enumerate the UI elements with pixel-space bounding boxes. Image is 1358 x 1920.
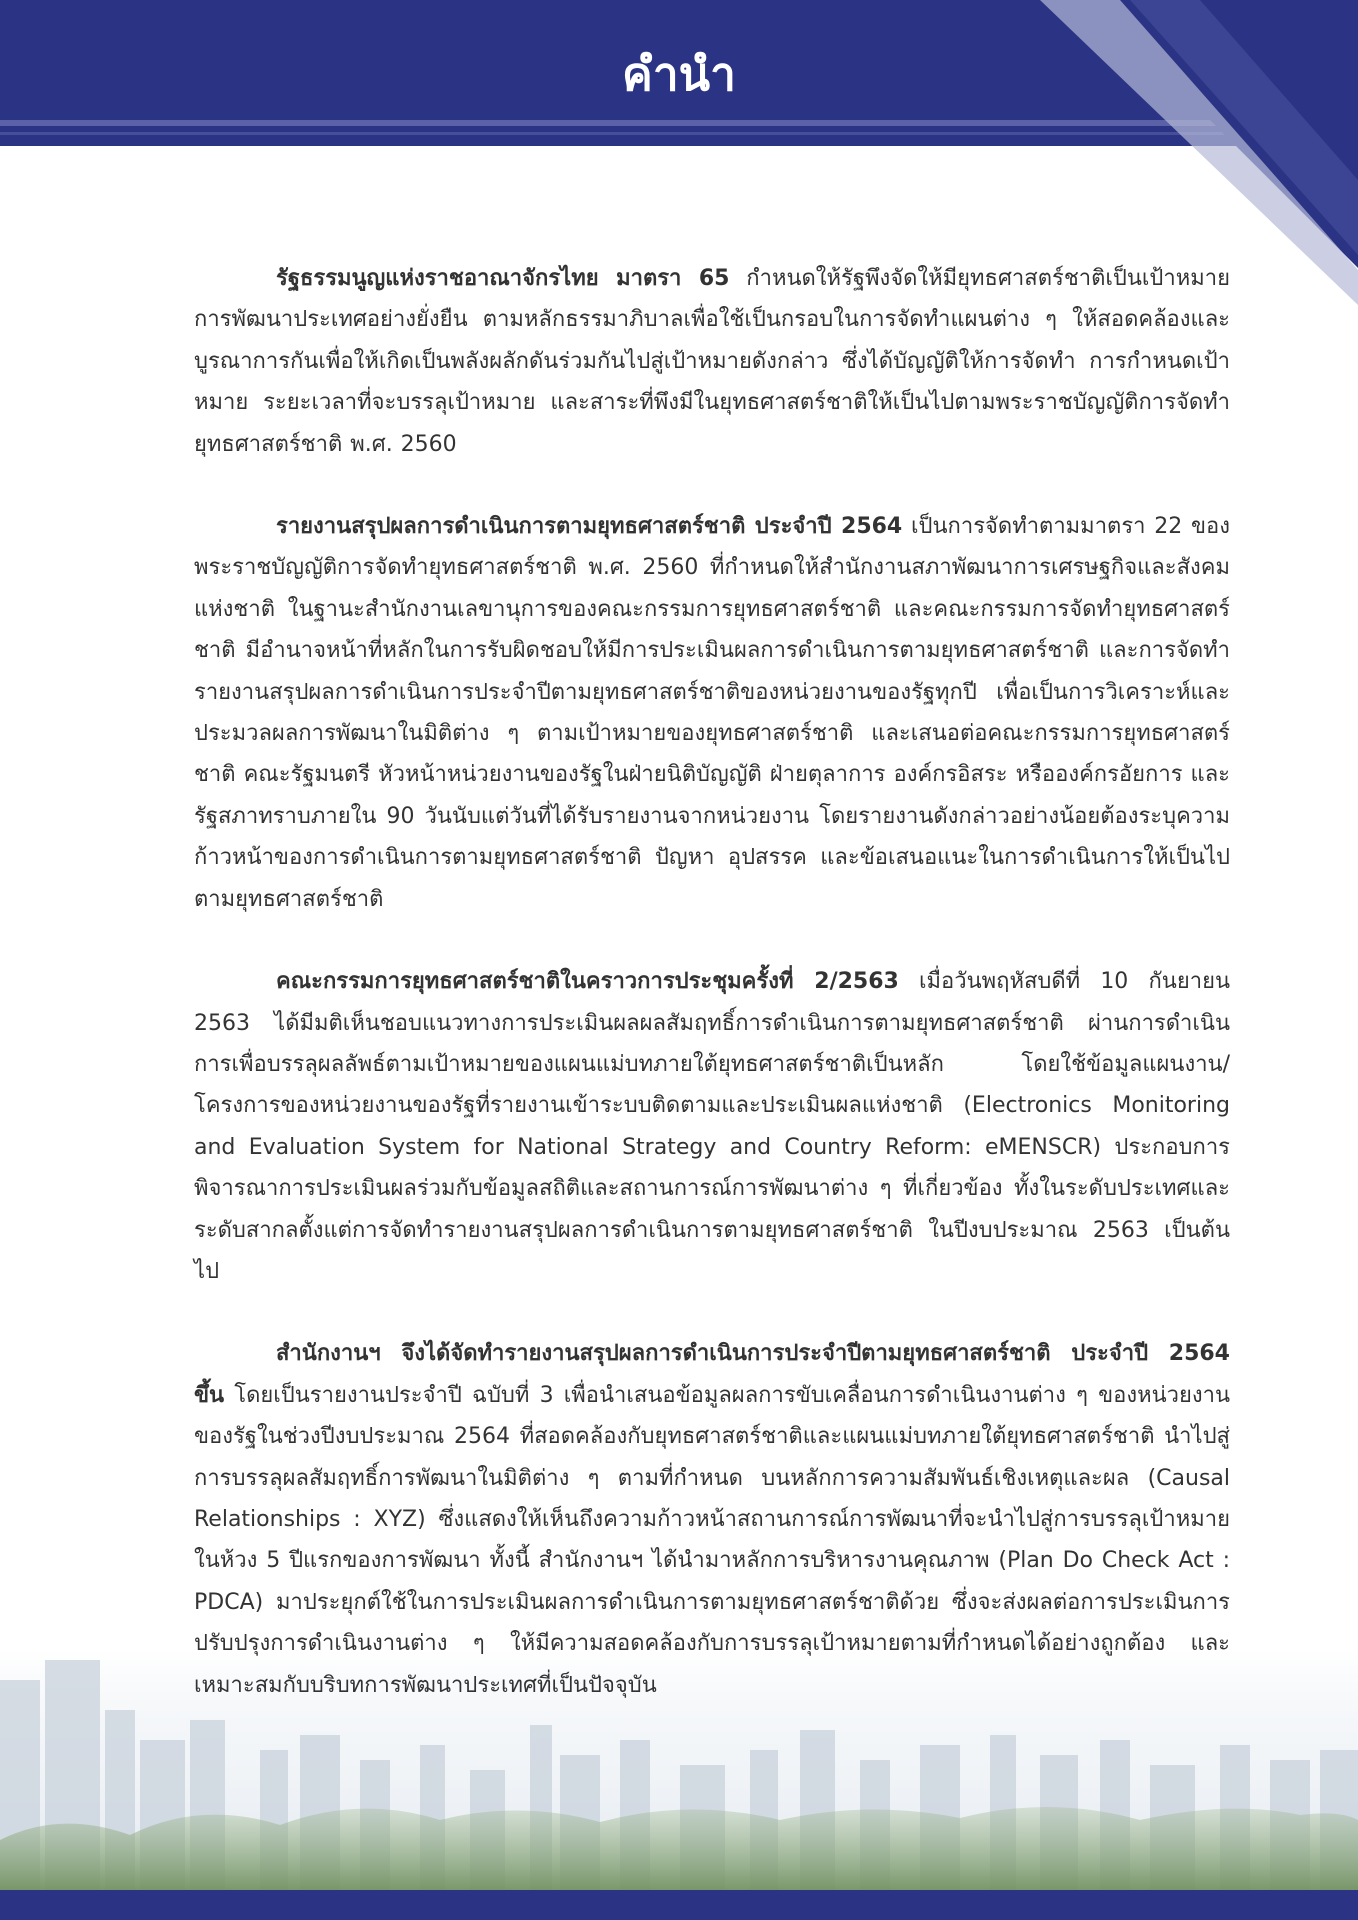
- paragraph-lead: รัฐธรรมนูญแห่งราชอาณาจักรไทย มาตรา 65: [276, 266, 730, 291]
- paragraph-lead: รายงานสรุปผลการดำเนินการตามยุทธศาสตร์ชาติ ประจำปี 2564: [276, 514, 903, 540]
- paragraph-text: โดยเป็นรายงานประจำปี ฉบับที่ 3 เพื่อนำเสนอข้อมูลผลการขับเคลื่อนการดำเนินงานต่าง ๆ ของหน่วยงานของรัฐในช่วงปีงบประมาณ 2564 ที่สอดคล้องกับยุทธศาสตร์ชาติและแผนแม่บทภายใต้ยุทธศาสตร์ชาติ นำไปสู่การบรรลุผลสัมฤทธิ์การพัฒนาในมิติต่าง ๆ ตามที่กำหนด บนหลักการความสัมพันธ์เชิงเหตุและผล (Causal Relationships : XYZ) ซึ่งแสดงให้เห็นถึงความก้าวหน้าสถานการณ์การพัฒนาที่จะนำไปสู่การบรรลุเป้าหมายในห้วง 5 ปีแรกของการพัฒนา ทั้งนี้ สำนักงานฯ ได้นำมาหลักการบริหารงานคุณภาพ (Plan Do Check Act : PDCA) มาประยุกต์ใช้ในการประเมินผลการดำเนินการตามยุทธศาสตร์ชาติด้วย ซึ่งจะส่งผลต่อการประเมินการปรับปรุงการดำเนินงานต่าง ๆ ให้มีความสอดคล้องกับการบรรลุเป้าหมายตามที่กำหนดได้อย่างถูกต้อง และเหมาะสมกับบริบทการพัฒนาประเทศที่เป็นปัจจุบัน: [194, 1382, 1230, 1698]
- paragraph-constitution: [194, 258, 1230, 465]
- paragraph-text: เป็นการจัดทำตามมาตรา 22 ของพระราชบัญญัติการจัดทำยุทธศาสตร์ชาติ พ.ศ. 2560 ที่กำหนดให้สำนักงานสภาพัฒนาการเศรษฐกิจและสังคมแห่งชาติ ในฐานะสำนักงานเลขานุการของคณะกรรมการยุทธศาสตร์ชาติ และคณะกรรมการจัดทำยุทธศาสตร์ชาติ มีอำนาจหน้าที่หลักในการรับผิดชอบให้มีการประเมินผลการดำเนินการตามยุทธศาสตร์ชาติ และการจัดทำรายงานสรุปผลการดำเนินการประจำปีตามยุทธศาสตร์ชาติของหน่วยงานของรัฐทุกปี เพื่อเป็นการวิเคราะห์และประมวลผลการพัฒนาในมิติต่าง ๆ ตามเป้าหมายของยุทธศาสตร์ชาติ และเสนอต่อคณะกรรมการยุทธศาสตร์ชาติ คณะรัฐมนตรี หัวหน้าหน่วยงานของรัฐในฝ่ายนิติบัญญัติ ฝ่ายตุลาการ องค์กรอิสระ หรือองค์กรอัยการ และรัฐสภาทราบภายใน 90 วันนับแต่วันที่ได้รับรายงานจากหน่วยงาน โดยรายงานดังกล่าวอย่างน้อยต้องระบุความก้าวหน้าของการดำเนินการตามยุทธศาสตร์ชาติ ปัญหา อุปสรรค และข้อเสนอแนะในการดำเนินการให้เป็นไปตามยุทธศาสตร์ชาติ: [194, 514, 1230, 912]
- paragraph-office-report: [194, 1333, 1230, 1706]
- page-title: คำนำ: [622, 47, 736, 101]
- foreword-body: [194, 258, 1230, 1747]
- paragraph-text: กำหนดให้รัฐพึงจัดให้มียุทธศาสตร์ชาติเป็นเป้าหมายการพัฒนาประเทศอย่างยั่งยืน ตามหลักธรรมาภิบาลเพื่อใช้เป็นกรอบในการจัดทำแผนต่าง ๆ ให้สอดคล้องและบูรณาการกันเพื่อให้เกิดเป็นพลังผลักดันร่วมกันไปสู่เป้าหมายดังกล่าว ซึ่งได้บัญญัติให้การจัดทำ การกำหนดเป้าหมาย ระยะเวลาที่จะบรรลุเป้าหมาย และสาระที่พึงมีในยุทธศาสตร์ชาติให้เป็นไปตามพระราชบัญญัติการจัดทำยุทธศาสตร์ชาติ พ.ศ. 2560: [194, 266, 1230, 457]
- paragraph-text: เมื่อวันพฤหัสบดีที่ 10 กันยายน 2563 ได้มีมติเห็นชอบแนวทางการประเมินผลผลสัมฤทธิ์การดำเนินการตามยุทธศาสตร์ชาติ ผ่านการดำเนินการเพื่อบรรลุผลลัพธ์ตามเป้าหมายของแผนแม่บทภายใต้ยุทธศาสตร์ชาติเป็นหลัก โดยใช้ข้อมูลแผนงาน/โครงการของหน่วยงานของรัฐที่รายงานเข้าระบบติดตามและประเมินผลแห่งชาติ (Electronics Monitoring and Evaluation System for National Strategy and Country Reform: eMENSCR) ประกอบการพิจารณาการประเมินผลร่วมกับข้อมูลสถิติและสถานการณ์การพัฒนาต่าง ๆ ที่เกี่ยวข้อง ทั้งในระดับประเทศและระดับสากลตั้งแต่การจัดทำรายงานสรุปผลการดำเนินการตามยุทธศาสตร์ชาติ ในปีงบประมาณ 2563 เป็นต้นไป: [194, 969, 1231, 1284]
- footer-bar: [0, 1890, 1358, 1920]
- paragraph-report-summary: [194, 506, 1230, 920]
- paragraph-committee-resolution: [194, 961, 1230, 1292]
- paragraph-lead: สำนักงานฯ จึงได้จัดทำรายงานสรุปผลการดำเนินการประจำปีตามยุทธศาสตร์ชาติ ประจำปี 2564 ขึ้น: [194, 1341, 1230, 1408]
- paragraph-lead: คณะกรรมการยุทธศาสตร์ชาติในคราวการประชุมครั้งที่ 2/2563: [276, 969, 899, 995]
